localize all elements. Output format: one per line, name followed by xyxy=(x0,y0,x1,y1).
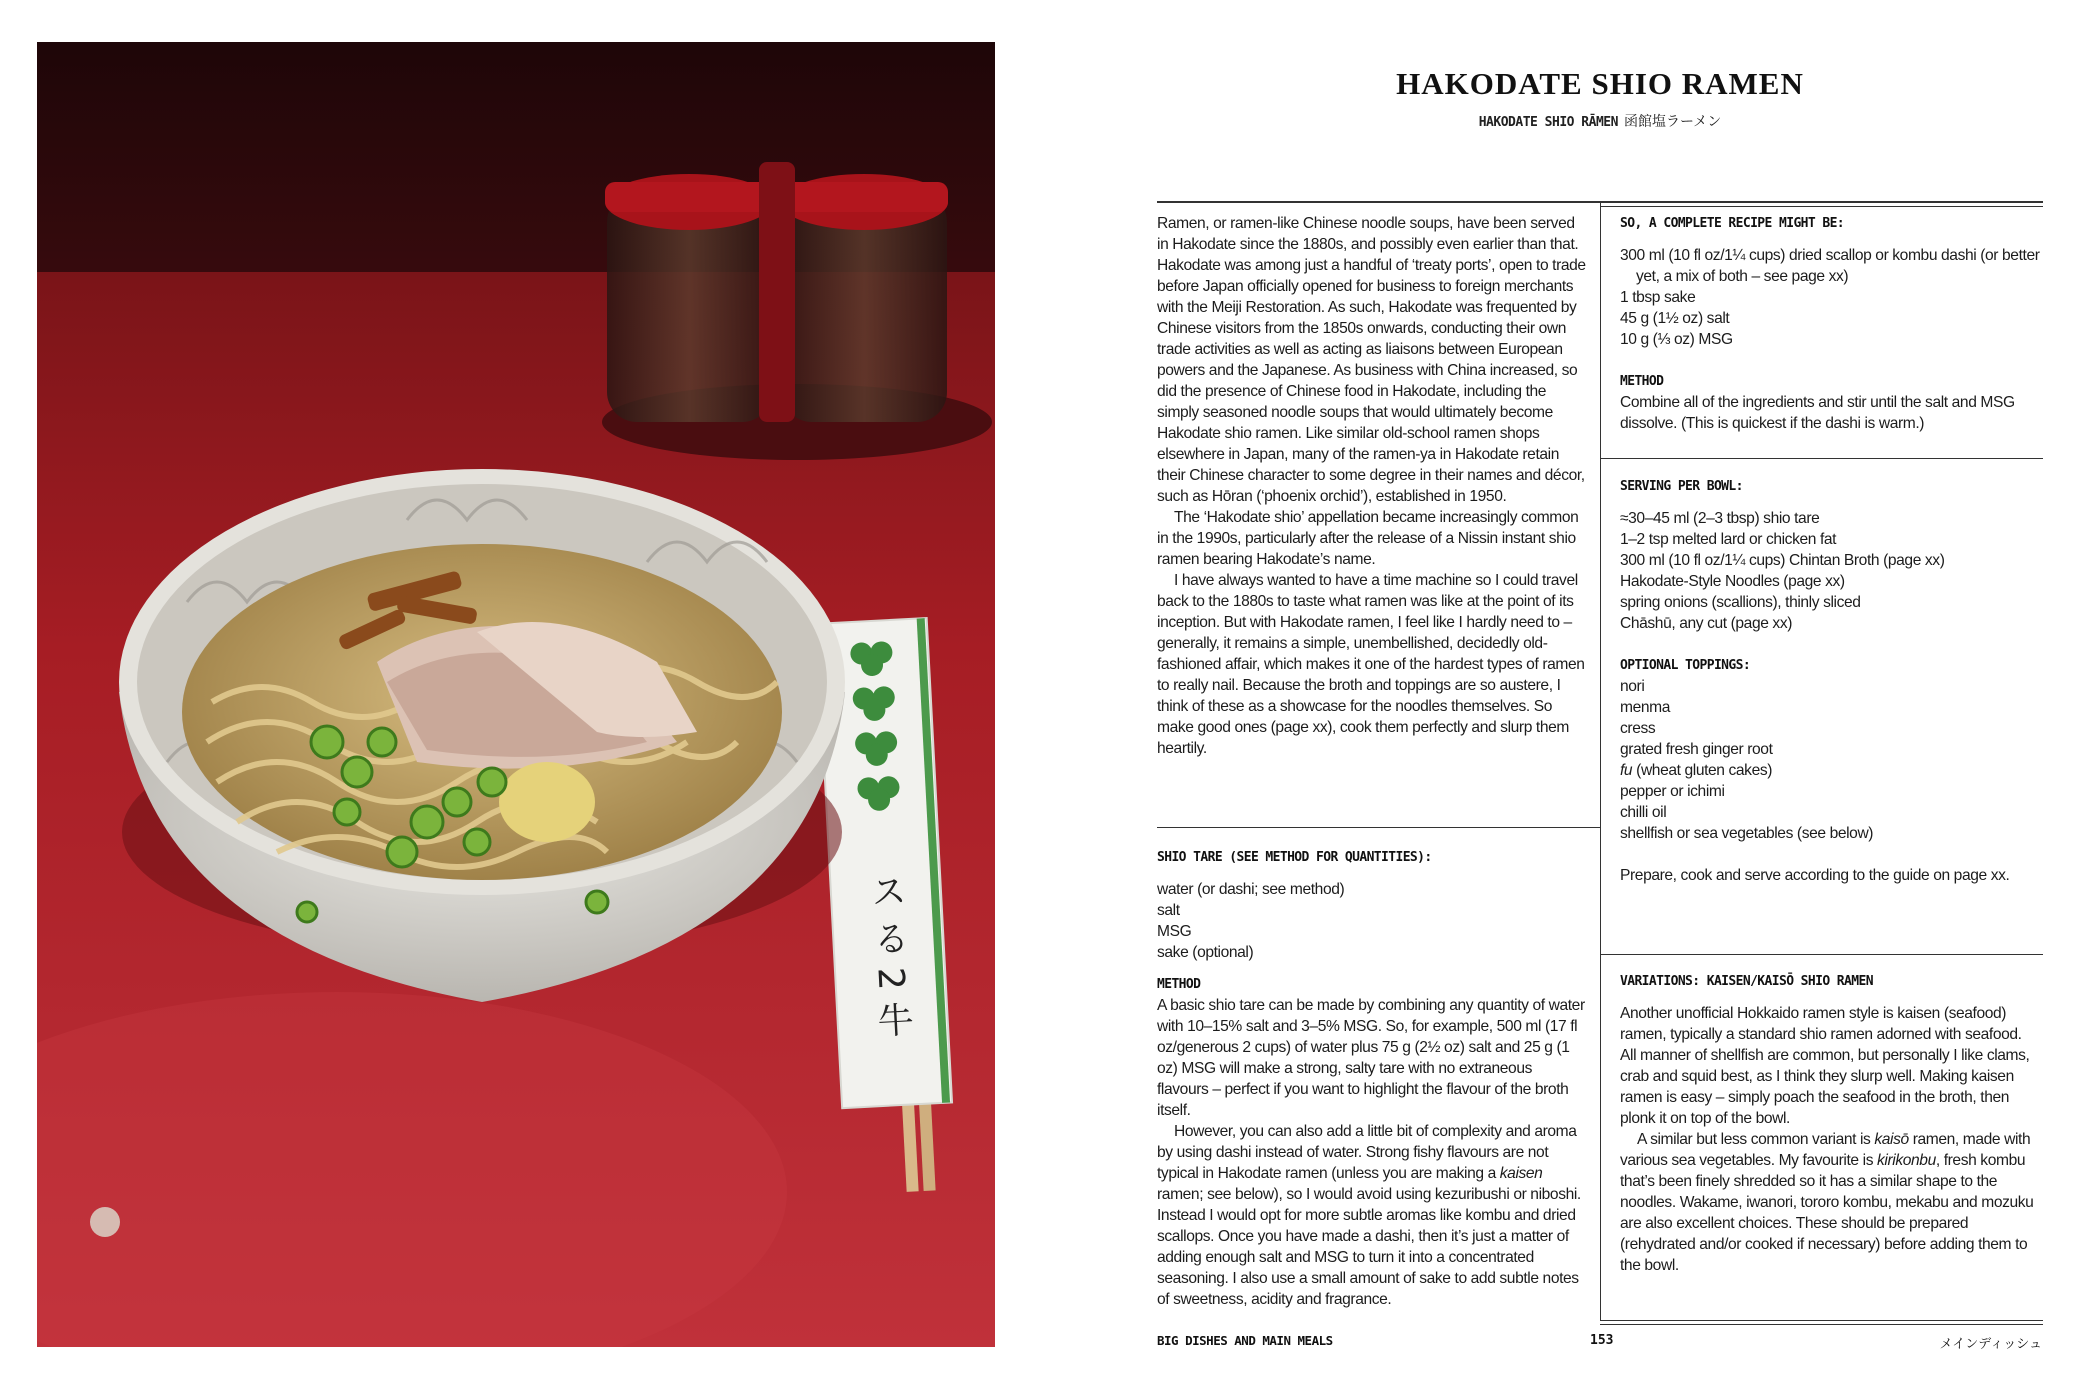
shio-tare-ingredient: salt xyxy=(1157,902,1180,919)
shio-tare-ingredient: MSG xyxy=(1157,923,1192,940)
complete-recipe-section xyxy=(1620,213,2040,434)
shio-tare-ingredient: sake (optional) xyxy=(1157,944,1254,961)
recipe-ingredient: 45 g (1½ oz) salt xyxy=(1620,310,1730,327)
topping-item: shellfish or sea vegetables (see below) xyxy=(1620,825,1874,842)
bottom-rule xyxy=(1600,1320,2043,1321)
right-column-rule-1 xyxy=(1600,458,2043,459)
recipe-ingredient: 10 g (⅓ oz) MSG xyxy=(1620,331,1733,348)
variations-heading: VARIATIONS: KAISEN/KAISŌ SHIO RAMEN xyxy=(1620,974,1873,989)
variations-section xyxy=(1620,971,2040,1276)
stamp-mark xyxy=(90,1207,120,1237)
variations-paragraph-2: A similar but less common variant is kaisō ramen, made with various sea vegetables. My favourite is kirikonbu, fresh kombu that’s been finely shredded so it has a similar shape to the noodles. Wakame, iwanori, tororo kombu, mekabu and mozuku are also excellent choices. These should be prepared (rehydrated and/or cooked if necessary) before adding them to the bowl. xyxy=(1620,1131,2034,1274)
condiment-jars xyxy=(602,162,992,460)
page-subtitle xyxy=(1160,111,2040,131)
shio-tare-ingredient: water (or dashi; see method) xyxy=(1157,881,1345,898)
chopstick-sleeve-text: ス る 2 牛 xyxy=(864,871,915,1039)
page-number: 153 xyxy=(1590,1333,1614,1348)
shio-tare-method-paragraph-2: However, you can also add a little bit of complexity and aroma by using dashi instead of water. Strong fishy flavours are not typical in Hakodate ramen (unless you are making a kaisen ramen; see below), so I would avoid using kezuribushi or niboshi. Instead I would opt for more subtle aromas like kombu and dried scallops. Once you have made a dashi, then it’s just a matter of adding enough salt and MSG to turn it into a concentrated seasoning. I also use a small amount of sake to add subtle notes of sweetness, acidity and fragrance. xyxy=(1157,1123,1581,1308)
bottom-rule-double xyxy=(1600,1324,2043,1325)
intro-paragraph-3: I have always wanted to have a time machine so I could travel back to the 1880s to taste what ramen was like at the point of its inception. But with Hakodate ramen, I feel like I hardly need to – generally, it remains a simple, unembellished, decidedly old-fashioned affair, which makes it one of the hardest types of ramen to really nail. Because the broth and toppings are so austere, I think of these as a showcase for the noodles themselves. So make good ones (page xx), cook them perfectly and slurp them heartily. xyxy=(1157,572,1585,757)
serving-section xyxy=(1620,476,2040,886)
footer-japanese: メインディッシュ xyxy=(1939,1336,2042,1351)
shio-tare-method-heading: METHOD xyxy=(1157,977,1201,992)
ginger xyxy=(499,762,595,842)
shio-tare-section xyxy=(1157,847,1587,1310)
serving-heading: SERVING PER BOWL: xyxy=(1620,479,1743,494)
serving-item: 300 ml (10 fl oz/1¼ cups) Chintan Broth (page xx) xyxy=(1620,552,1945,569)
recipe-ingredient: 1 tbsp sake xyxy=(1620,289,1696,306)
serving-item: 1–2 tsp melted lard or chicken fat xyxy=(1620,531,1837,548)
topping-item: pepper or ichimi xyxy=(1620,783,1725,800)
recipe-ingredient: 300 ml (10 fl oz/1¼ cups) dried scallop or kombu dashi (or better yet, a mix of both – see page xx) xyxy=(1620,247,2040,285)
complete-recipe-method-heading: METHOD xyxy=(1620,374,1664,389)
intro-paragraph-1: Ramen, or ramen-like Chinese noodle soups, have been served in Hakodate since the 1880s, and possibly even earlier than that. Hakodate was among just a handful of ‘treaty ports’, open to trade before Japan officially opened for business to foreign merchants with the Meiji Restoration. As such, Hakodate was frequented by Chinese visitors from the 1850s onwards, conducting their own trade activities as well as acting as liaisons between European powers and the Japanese. As business with China increased, so did the presence of Chinese food in Hakodate, including the simply seasoned noodle soups that would ultimately become Hakodate shio ramen. Like similar old-school ramen shops elsewhere in Japan, many of the ramen-ya in Hakodate retain their Chinese character to some degree in their names and décor, such as Hōran (‘phoenix orchid’), established in 1950. xyxy=(1157,215,1586,505)
topping-item: menma xyxy=(1620,699,1670,716)
left-column-rule xyxy=(1157,827,1600,828)
right-column-rule-2 xyxy=(1600,954,2043,955)
page-title: HAKODATE SHIO RAMEN xyxy=(1396,66,1804,101)
shio-tare-method-paragraph-1: A basic shio tare can be made by combining any quantity of water with 10–15% salt and 3–5% MSG. So, for example, 500 ml (17 fl oz/generous 2 cups) of water plus 75 g (2½ oz) salt and 25 g (1 oz) MSG will make a strong, salty tare with no extraneous flavours – perfect if you want to highlight the flavour of the broth itself. xyxy=(1157,997,1585,1119)
footer-section-name: BIG DISHES AND MAIN MEALS xyxy=(1157,1333,1333,1348)
topping-item: cress xyxy=(1620,720,1656,737)
subtitle-japanese: 函館塩ラーメン xyxy=(1623,114,1722,130)
complete-recipe-method: Combine all of the ingredients and stir until the salt and MSG dissolve. (This is quickest if the dashi is warm.) xyxy=(1620,394,2015,432)
subtitle-romanized: HAKODATE SHIO RĀMEN xyxy=(1478,115,1618,130)
intro-column xyxy=(1157,213,1587,759)
serving-item: spring onions (scallions), thinly sliced xyxy=(1620,594,1861,611)
serving-item: Chāshū, any cut (page xx) xyxy=(1620,615,1793,632)
topping-item: chilli oil xyxy=(1620,804,1667,821)
variations-paragraph-1: Another unofficial Hokkaido ramen style is kaisen (seafood) ramen, typically a standard shio ramen adorned with seafood. All manner of shellfish are common, but personally I like clams, crab and squid best, as I think they slurp well. Making kaisen ramen is easy – simply poach the seafood in the broth, then plonk it on top of the bowl. xyxy=(1620,1005,2030,1127)
topping-item: grated fresh ginger root xyxy=(1620,741,1773,758)
ramen-photo xyxy=(37,42,995,1347)
top-rule-right-double xyxy=(1600,206,2043,207)
toppings-heading: OPTIONAL TOPPINGS: xyxy=(1620,658,1751,673)
shio-tare-heading: SHIO TARE (SEE METHOD FOR QUANTITIES): xyxy=(1157,850,1432,865)
toppings-closing: Prepare, cook and serve according to the guide on page xx. xyxy=(1620,867,2010,884)
complete-recipe-heading: SO, A COMPLETE RECIPE MIGHT BE: xyxy=(1620,216,1845,231)
intro-paragraph-2: The ‘Hakodate shio’ appellation became increasingly common in the 1990s, particularly after the release of a Nissin instant shio ramen bearing Hakodate’s name. xyxy=(1157,509,1579,568)
topping-item: nori xyxy=(1620,678,1645,695)
serving-item: ≈30–45 ml (2–3 tbsp) shio tare xyxy=(1620,510,1820,527)
serving-item: Hakodate-Style Noodles (page xx) xyxy=(1620,573,1845,590)
topping-item-fu: fu (wheat gluten cakes) xyxy=(1620,762,1773,779)
column-divider xyxy=(1600,201,1601,1321)
